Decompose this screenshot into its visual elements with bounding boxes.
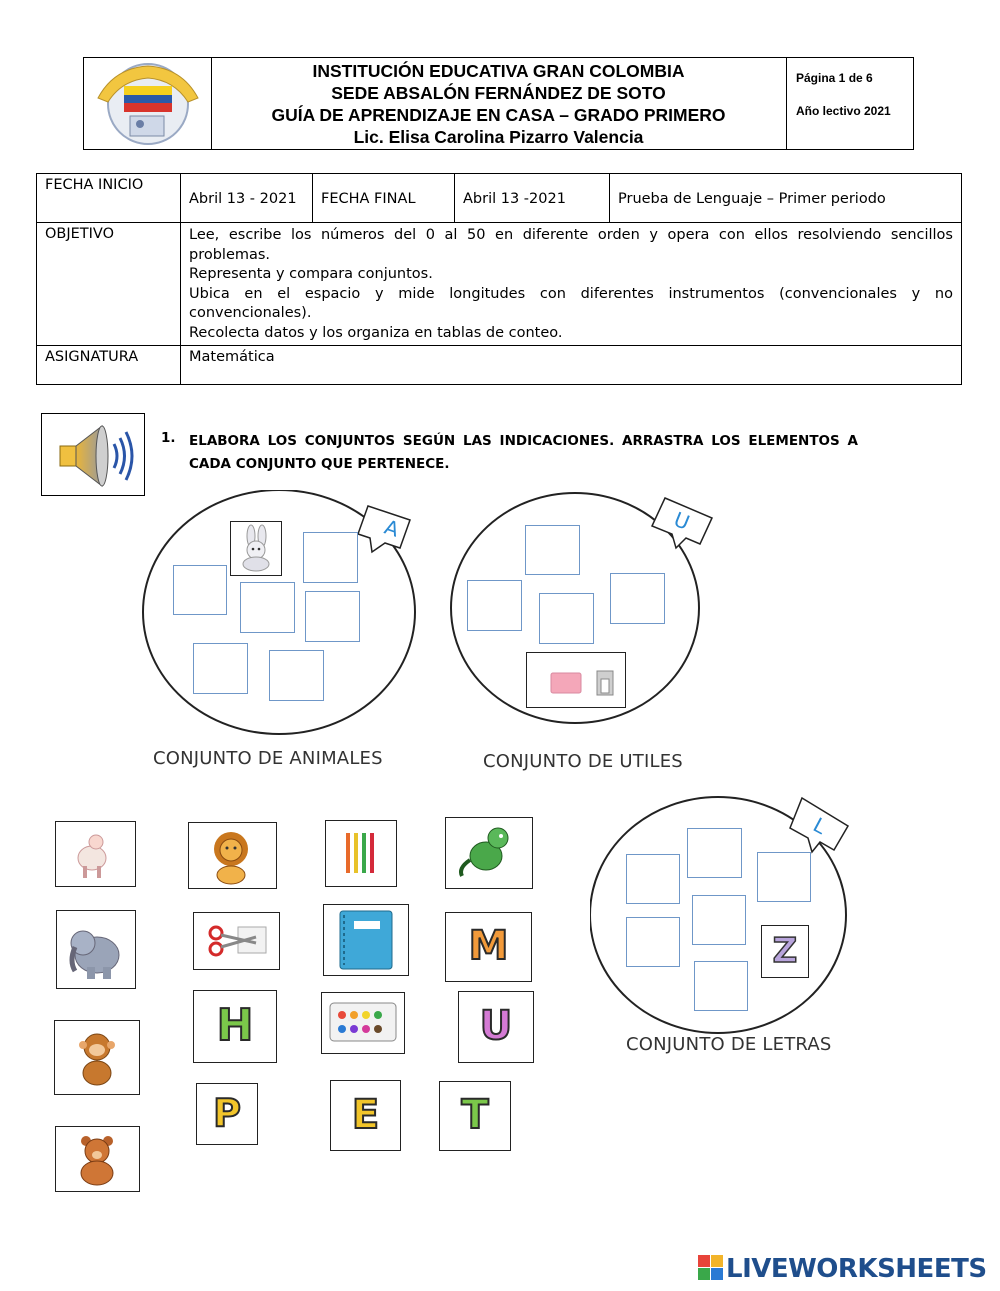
letter-card-e[interactable] [330, 1080, 401, 1151]
sheep-icon [56, 822, 134, 885]
footer-brand [698, 1254, 987, 1284]
audio-button[interactable] [41, 413, 145, 496]
letter-z-glyph: Z [772, 931, 798, 971]
drop-box-letras[interactable] [694, 961, 748, 1011]
notebook-icon [324, 905, 407, 974]
liveworksheets-logo-icon [698, 1255, 724, 1281]
letter-p-glyph: P [213, 1091, 241, 1135]
card-watercolors[interactable] [321, 992, 405, 1054]
drop-box-letras[interactable] [757, 852, 811, 902]
footer-brand-text: LIVEWORKSHEETS [726, 1254, 987, 1284]
card-scissors[interactable] [193, 912, 280, 970]
set-letras-tag [790, 798, 848, 852]
animal-card-rabbit[interactable] [230, 521, 282, 576]
drop-box-animales[interactable] [303, 532, 358, 583]
letter-card-h[interactable] [193, 990, 277, 1063]
letter-card-t[interactable] [439, 1081, 511, 1151]
letter-t-glyph: T [461, 1092, 489, 1138]
school-year: Año lectivo 2021 [796, 104, 891, 118]
colored-pencils-icon [326, 821, 395, 885]
drop-box-animales[interactable] [173, 565, 227, 615]
header-line-2: SEDE ABSALÓN FERNÁNDEZ DE SOTO [331, 83, 666, 103]
card-elephant[interactable] [56, 910, 136, 989]
dinosaur-icon [446, 818, 531, 887]
asignatura-label: ASIGNATURA [37, 346, 181, 385]
asignatura-value: Matemática [181, 346, 962, 385]
card-lion[interactable] [188, 822, 277, 889]
letter-u-glyph: U [479, 1003, 513, 1049]
rabbit-icon [231, 522, 281, 575]
question-text: ELABORA LOS CONJUNTOS SEGÚN LAS INDICACIONES. ARRASTRA LOS ELEMENTOS A CADA CONJUNTO QUE PERTENECE. [189, 433, 858, 472]
letter-card-p[interactable] [196, 1083, 258, 1145]
speaker-icon [42, 414, 144, 495]
header-line-1: INSTITUCIÓN EDUCATIVA GRAN COLOMBIA [312, 61, 685, 81]
card-monkey[interactable] [54, 1020, 140, 1095]
set-animales-label: CONJUNTO DE ANIMALES [153, 748, 383, 769]
header-titles [211, 58, 787, 149]
objetivo-label: OBJETIVO [37, 223, 181, 346]
objetivo-item: Representa y compara conjuntos. [189, 266, 433, 282]
lion-icon [189, 823, 275, 887]
document-header [83, 57, 914, 150]
school-logo [84, 58, 211, 149]
objetivo-content [181, 223, 962, 346]
page-number: Página 1 de 6 [796, 71, 873, 85]
drop-box-animales[interactable] [193, 643, 248, 694]
drop-box-utiles[interactable] [525, 525, 580, 575]
card-colored-pencils[interactable] [325, 820, 397, 887]
drop-box-utiles[interactable] [610, 573, 665, 624]
elephant-icon [57, 911, 134, 987]
header-line-4: Lic. Elisa Carolina Pizarro Valencia [353, 127, 644, 147]
drop-box-letras[interactable] [687, 828, 742, 878]
objetivo-item: Ubica en el espacio y mide longitudes con diferentes instrumentos (convencionales y no convencionales). [189, 285, 953, 321]
header-line-3: GUÍA DE APRENDIZAJE EN CASA – GRADO PRIMERO [271, 105, 726, 125]
card-sheep[interactable] [55, 821, 136, 887]
fecha-inicio-value: Abril 13 - 2021 [181, 174, 313, 223]
set-utiles-tag [652, 498, 712, 548]
set-letras-label: CONJUNTO DE LETRAS [626, 1034, 832, 1055]
scissors-icon [194, 913, 278, 968]
eraser-sharpener-icon [527, 653, 625, 707]
drop-box-animales[interactable] [240, 582, 295, 633]
card-dinosaur[interactable] [445, 817, 533, 889]
fecha-final-value: Abril 13 -2021 [455, 174, 610, 223]
card-bear[interactable] [55, 1126, 140, 1192]
set-utiles-tag-letter: U [670, 506, 694, 535]
question-number: 1. [161, 430, 176, 446]
drop-box-animales[interactable] [305, 591, 360, 642]
fecha-final-label: FECHA FINAL [313, 174, 455, 223]
card-notebook[interactable] [323, 904, 409, 976]
drop-box-animales[interactable] [269, 650, 324, 701]
drop-box-utiles[interactable] [467, 580, 522, 631]
drop-box-letras[interactable] [626, 917, 680, 967]
prueba-value: Prueba de Lenguaje – Primer periodo [610, 174, 962, 223]
set-animales-tag [358, 506, 410, 552]
letter-h-glyph: H [216, 1000, 254, 1051]
set-letras-tag-letter: L [809, 812, 831, 840]
drop-box-letras[interactable] [692, 895, 746, 945]
objetivo-item: Recolecta datos y los organiza en tablas de conteo. [189, 324, 563, 341]
utiles-card-eraser-sharpener[interactable] [526, 652, 626, 708]
info-table [36, 173, 962, 385]
letter-card-m[interactable] [445, 912, 532, 982]
watercolors-icon [322, 993, 403, 1052]
letter-card-u[interactable] [458, 991, 534, 1063]
set-utiles-label: CONJUNTO DE UTILES [483, 751, 683, 772]
letter-card-z[interactable] [761, 925, 809, 978]
set-animales-tag-letter: A [381, 514, 403, 542]
header-page-info [787, 58, 913, 149]
bear-icon [56, 1127, 138, 1190]
letter-m-glyph: M [468, 923, 509, 969]
letter-e-glyph: E [351, 1092, 380, 1138]
monkey-icon [55, 1021, 138, 1093]
school-logo-cell [84, 58, 212, 149]
drop-box-letras[interactable] [626, 854, 680, 904]
fecha-inicio-label: FECHA INICIO [37, 174, 181, 223]
objetivo-item: Lee, escribe los números del 0 al 50 en diferente orden y opera con ellos resolviendo sencillos problemas. [189, 227, 953, 263]
drop-box-utiles[interactable] [539, 593, 594, 644]
